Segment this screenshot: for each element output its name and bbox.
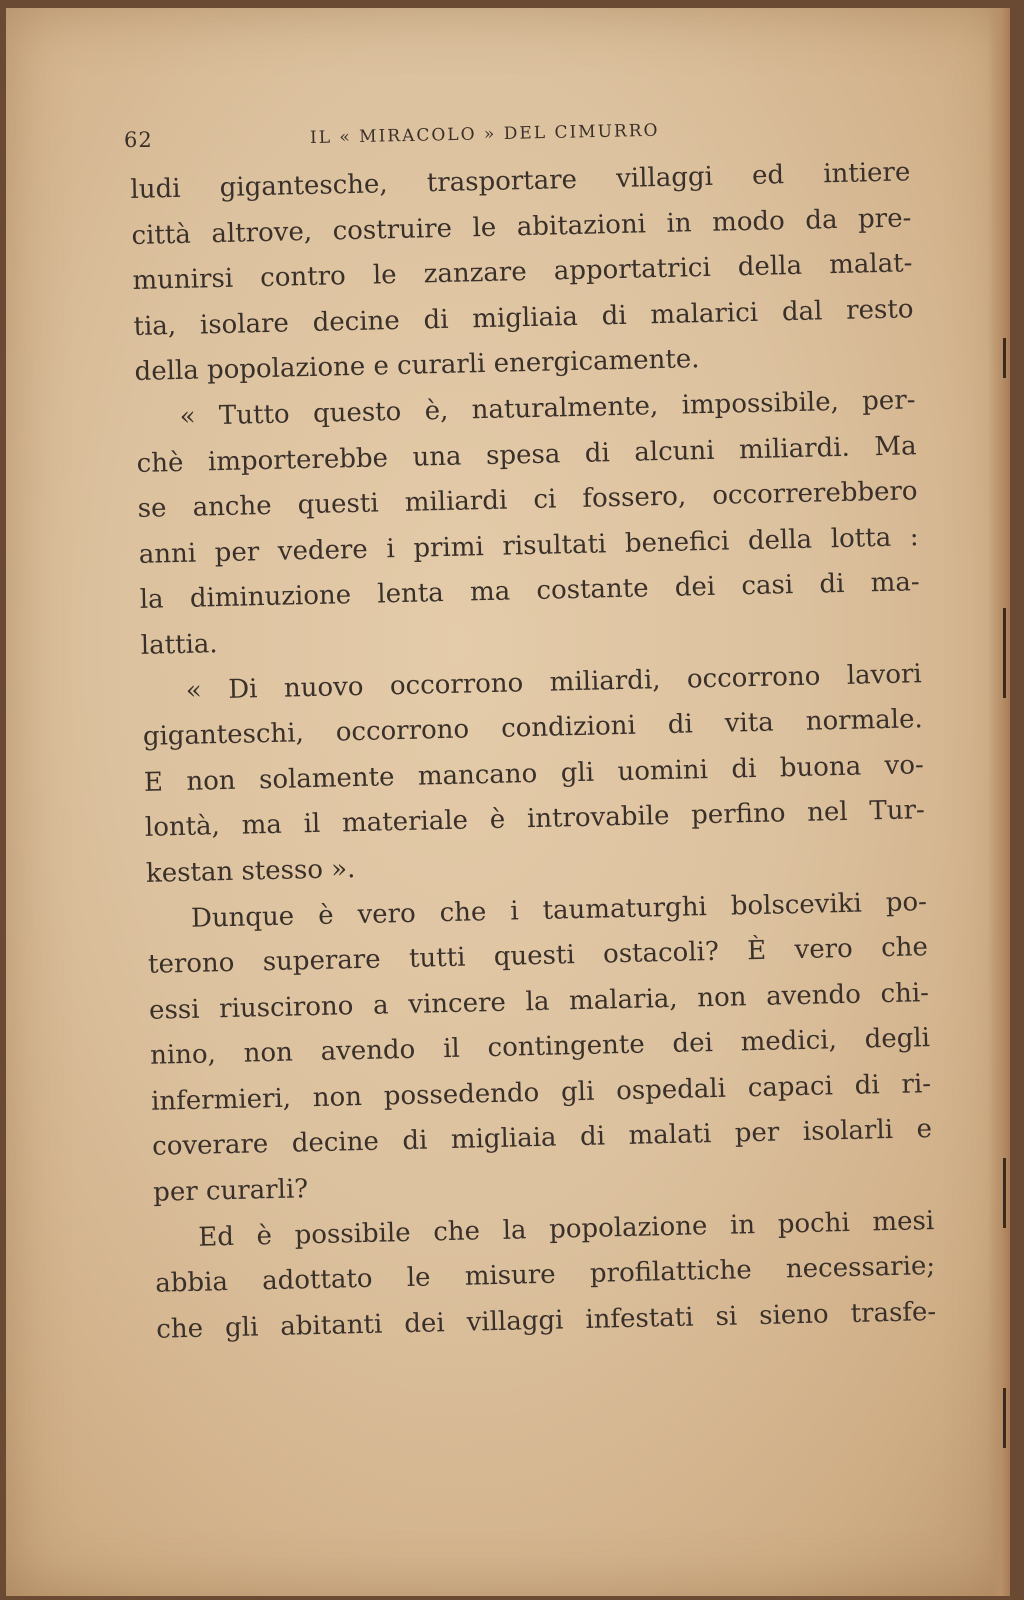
edge-mark — [1003, 608, 1006, 698]
text-line: anni per vedere i primi risultati benefici della lotta : — [138, 521, 919, 570]
body-text — [130, 150, 937, 1353]
text-line: la diminuzione lenta ma costante dei casi di ma- — [139, 567, 920, 616]
text-line: terono superare tutti questi ostacoli? È vero che — [147, 932, 929, 980]
text-line: essi riuscirono a vincere la malaria, non avendo chi- — [148, 977, 930, 1026]
text-line: lattia. — [140, 629, 218, 661]
edge-mark — [1003, 338, 1006, 378]
text-line: coverare decine di migliaia di malati per isolarli e — [151, 1114, 933, 1163]
text-line: Ed è possibile che la popolazione in pochi mesi — [197, 1205, 935, 1253]
text-line: munirsi contro le zanzare apportatrici della malat- — [132, 248, 913, 297]
text-line: che gli abitanti dei villaggi infestati si sieno trasfe- — [156, 1296, 937, 1345]
text-line: E non solamente mancano gli uomini di buona vo- — [143, 749, 925, 798]
text-line: della popolazione e curarli energicamente. — [134, 344, 700, 388]
text-line: tia, isolare decine di migliaia di malarici dal resto — [133, 294, 914, 342]
text-line: lontà, ma il materiale è introvabile perfino nel Tur- — [144, 795, 926, 844]
text-line: kestan stesso ». — [145, 853, 356, 889]
text-line: « Tutto questo è, naturalmente, impossibile, per- — [179, 385, 916, 432]
book-page — [6, 8, 1010, 1596]
text-line: abbia adottato le misure profilattiche necessarie; — [154, 1251, 936, 1299]
page-number: 62 — [124, 128, 153, 152]
text-line: ludi gigantesche, trasportare villaggi ed intiere — [130, 157, 911, 205]
text-line: Dunque è vero che i taumaturghi bolsceviki po- — [190, 886, 928, 934]
text-line: « Di nuovo occorrono miliardi, occorrono lavori — [185, 658, 923, 706]
text-line: infermieri, non possedendo gli ospedali capaci di ri- — [150, 1068, 932, 1117]
text-line: per curarli? — [152, 1174, 309, 1208]
text-line: città altrove, costruire le abitazioni in modo da pre- — [131, 202, 912, 251]
page-edge — [988, 8, 1010, 1596]
edge-mark — [1003, 1158, 1006, 1228]
text-line: nino, non avendo il contingente dei medici, degli — [149, 1023, 931, 1072]
text-line: se anche questi miliardi ci fossero, occorrerebbero — [137, 476, 918, 525]
text-line: giganteschi, occorrono condizioni di vita normale. — [142, 704, 924, 752]
edge-mark — [1003, 1388, 1006, 1448]
running-title: IL « MIRACOLO » DEL CIMURRO — [309, 120, 660, 148]
text-line: chè importerebbe una spesa di alcuni miliardi. Ma — [136, 430, 917, 479]
